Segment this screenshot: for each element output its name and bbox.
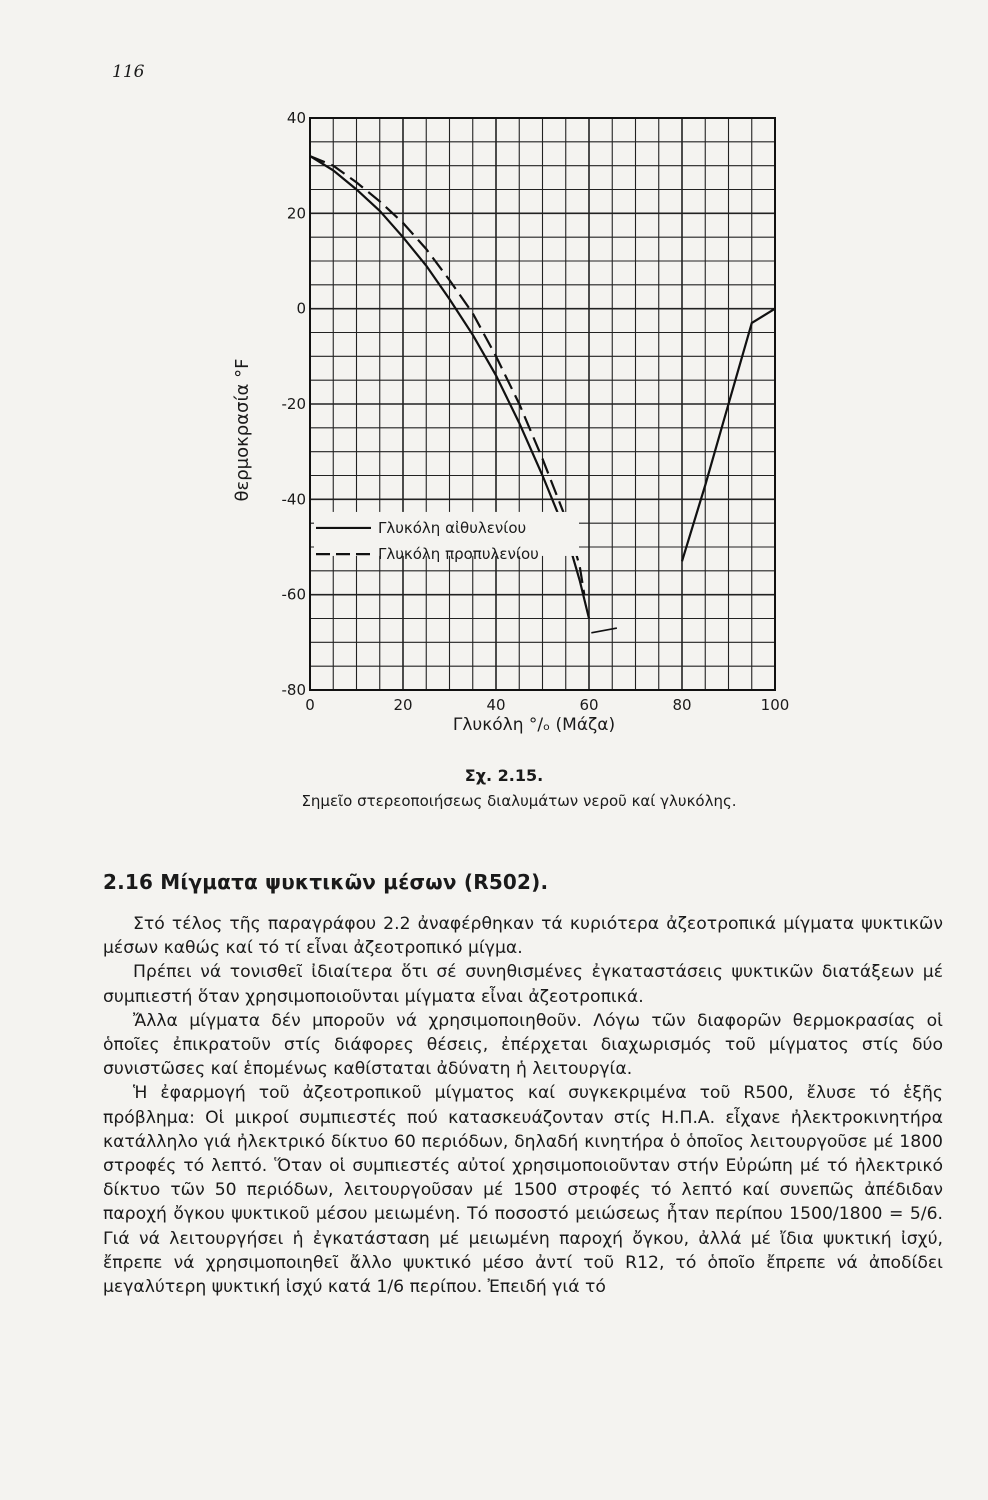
paragraph: Στό τέλος τῆς παραγράφου 2.2 ἀναφέρθηκαν τά κυριότερα ἀζεοτροπικά μίγματα ψυκτικῶν μέσων καθώς καί τό τί εἶναι ἀζεοτροπικό μίγμα. <box>103 914 943 959</box>
x-axis-label: Γλυκόλη °/ₒ (Μάζα) <box>452 715 616 735</box>
y-tick-label: -60 <box>281 585 306 604</box>
x-tick-label: 60 <box>579 696 599 714</box>
x-tick-label: 20 <box>393 696 413 714</box>
legend-label-propylene: Γλυκόλη προπυλενίου <box>378 545 539 564</box>
y-tick-label: -40 <box>281 490 306 509</box>
y-tick-label: 0 <box>296 299 306 318</box>
x-tick-label: 80 <box>672 696 692 714</box>
page-number: 116 <box>112 62 145 82</box>
chart-legend <box>314 512 579 563</box>
y-axis-label: θερμοκρασία °F <box>232 358 253 502</box>
paragraph: Ἄλλα μίγματα δέν μποροῦν νά χρησιμοποιηθοῦν. Λόγω τῶν διαφορῶν θερμοκρασίας οἱ ὁποῖες ἐπικρατοῦν στίς διάφορες θέσεις, ἐπέρχεται διαχωρισμός τοῦ μίγματος στίς δύο συνιστῶσες καί ἑπομένως καθίσταται ἀδύνατη ἡ λειτουργία. <box>103 1010 943 1080</box>
figure-caption: Σημεῖο στερεοποιήσεως διαλυμάτων νεροῦ καί γλυκόλης. <box>301 792 737 810</box>
y-tick-label: -20 <box>281 395 306 413</box>
y-tick-label: 40 <box>286 109 306 127</box>
x-tick-label: 100 <box>760 696 790 714</box>
eutectic-arrow <box>591 628 617 633</box>
x-tick-label: 40 <box>486 696 506 714</box>
freezing-point-chart <box>230 100 800 740</box>
y-tick-label: -80 <box>281 681 306 699</box>
figure-label: Σχ. 2.15. <box>464 766 544 785</box>
chart-grid <box>310 118 775 690</box>
paragraph: Πρέπει νά τονισθεῖ ἰδιαίτερα ὅτι σέ συνηθισμένες ἐγκαταστάσεις ψυκτικῶν διατάξεων μέ συμπιεστή ὅταν χρησιμοποιοῦνται μίγματα εἶναι ἀζεοτροπικά. <box>103 962 943 1007</box>
chart-ticks <box>282 109 790 714</box>
paragraph: Ἡ ἐφαρμογή τοῦ ἀζεοτροπικοῦ μίγματος καί συγκεκριμένα τοῦ R500, ἔλυσε τό ἑξῆς πρόβλημα: Οἱ μικροί συμπιεστές πού κατασκευάζονταν στίς Η.Π.Α. εἶχανε ἠλεκτροκινητήρα κατάλληλο γιά ἠλεκτρικό δίκτυο 60 περιόδων, δηλαδή κινητήρα ὁ ὁποῖος λειτουργοῦσε μέ 1800 στροφές τό λεπτό. Ὅταν οἱ συμπιεστές αὐτοί χρησιμοποιοῦνταν στήν Εὐρώπη μέ τό ἠλεκτρικό δίκτυο τῶν 50 περιόδων, λειτουργοῦσαν μέ 1500 στροφές τό λεπτό καί συνεπῶς ἀπέδιδαν παροχή ὄγκου ψυκτικοῦ μέσου μειωμένη. Τό ποσοστό μειώσεως ἦταν περίπου 1500/1800 = 5/6. Γιά νά λειτουργήσει ἡ ἐγκατάσταση μέ μειωμένη παροχή ὄγκου, ἀλλά μέ ἴδια ψυκτική ἰσχύ, ἔπρεπε νά χρησιμοποιηθεῖ ἄλλο ψυκτικό μέσο ἀντί τοῦ R12, τό ὁποῖο ἔπρεπε νά ἀποδίδει μεγαλύτερη ψυκτική ἰσχύ κατά 1/6 περίπου. Ἐπειδή γιά τό <box>103 1083 943 1298</box>
legend-label-ethylene: Γλυκόλη αἰθυλενίου <box>378 518 527 537</box>
x-tick-label: 0 <box>305 696 315 714</box>
y-tick-label: 20 <box>286 204 306 223</box>
body-text <box>103 912 943 1299</box>
section-heading: 2.16 Μίγματα ψυκτικῶν μέσων (R502). <box>103 870 549 894</box>
